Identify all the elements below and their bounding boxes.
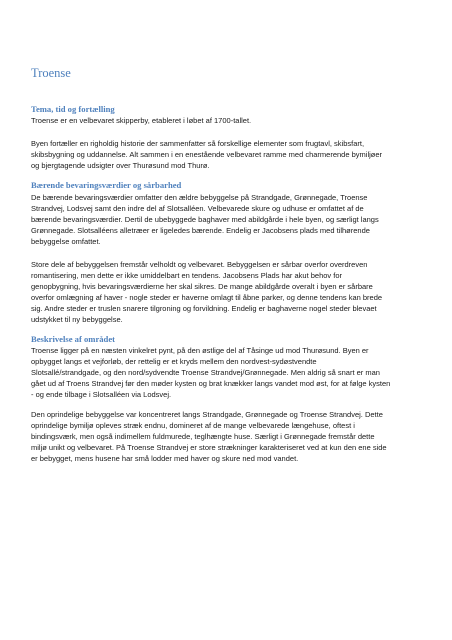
text-line: bærende bevaringsværdier. Dertil de ubebyggede baghaver med abildgårde i hele byen, og særligt langs [31, 215, 379, 225]
paragraph-tema-1 [31, 115, 423, 126]
text-line: og bjergtagende udsigter over Thurøsund mod Thurø. [31, 161, 210, 171]
paragraph-bevaring-2 [31, 259, 423, 326]
text-line: Strandvej, Lodsvej samt den indre del af Slotsalléen. Velbevarede skure og udhuse er omfattet af de [31, 204, 364, 214]
text-line: Store dele af bebyggelsen fremstår velholdt og velbevaret. Bebyggelsen er sårbar overfor overdreven [31, 260, 368, 269]
text-line: opbygget langs et vejforløb, der rettelig er et kryds mellem den nordvest-sydøstvendte [31, 357, 317, 367]
text-line: oprindelige bymiljø opleves stræk endnu, domineret af de mange velbevarede længehuse, oftest i [31, 421, 355, 431]
text-line: - og ende tilbage i Slotsalléen via Lodsvej. [31, 390, 172, 400]
text-line: Byen fortæller en righoldig historie der sammenfatter så forskellige elementer som frugtavl, skibsfart, [31, 139, 365, 148]
text-line: er bebygget, mens husene har små lodder med haver og skure ned mod vandet. [31, 454, 299, 464]
text-line: bindingsværk, men også indimellem fuldmurede, teglhængte huse. Særligt i Grønnegade fremstår dette [31, 432, 375, 442]
text-line: gået ud af Troens Strandvej før den møder kysten og brat knækker langs vandet mod øst, for at følge kysten [31, 379, 391, 389]
text-line: Troense ligger på en næsten vinkelret pynt, på den østlige del af Tåsinge ud mod Thurøsund. Byen er [31, 346, 369, 355]
section-heading-bevaringsvaerdier: Bærende bevaringsværdier og sårbarhed [31, 180, 182, 190]
text-line: bebyggelse omfattet. [31, 237, 101, 247]
paragraph-beskrivelse-2 [31, 409, 423, 464]
text-line: Den oprindelige bebyggelse var koncentreret langs Strandgade, Grønnegade og Troense Strandvej. Dette [31, 410, 383, 419]
text-line: miljø unikt og velbevaret. På Troense Strandvej er store strækninger karakteriseret ved at kun den ene side [31, 443, 387, 453]
section-heading-beskrivelse: Beskrivelse af området [31, 334, 116, 344]
page-title: Troense [31, 66, 71, 80]
text-line: Grønnegade. Slotsalléens alletræer er ligeledes bærende. Endelig er Jacobsens plads med tilhørende [31, 226, 370, 236]
text-line: genopbygning, hvis bevaringsværdierne her skal sikres. De mange abildgårde overalt i byen er sårbare [31, 282, 373, 292]
text-line: De bærende bevaringsværdier omfatter den ældre bebyggelse på Strandgade, Grønnegade, Troense [31, 193, 368, 202]
text-line: sig. Andre steder er truslen snarere tilgroning og forvildning. Endelig er baghaverne nogel steder blevaet [31, 304, 377, 314]
paragraph-beskrivelse-1 [31, 345, 423, 400]
paragraph-bevaring-1 [31, 192, 423, 247]
section-heading-tema: Tema, tid og fortælling [31, 104, 115, 114]
text-line: romantisering, men dette er ikke umiddelbart en tendens. Jacobsens Plads har akut behov for [31, 271, 343, 281]
paragraph-tema-2 [31, 138, 423, 171]
text-line: Slotsallé/strandgade, og den nord/sydvendte Troense Strandvej/Grønnegade. Men aldrig så snart er man [31, 368, 380, 378]
text-line: overfor omlægning af haver - nogle steder er haverne omlagt til åbne parker, og denne tendens kan brede [31, 293, 383, 303]
text-line: Troense er en velbevaret skipperby, etableret i løbet af 1700-tallet. [31, 116, 252, 125]
text-line: udstykket til ny bebyggelse. [31, 315, 123, 325]
text-line: skibsbygning og uddannelse. Alt sammen i en enestående velbevaret ramme med charmerende bymiljøer [31, 150, 383, 160]
